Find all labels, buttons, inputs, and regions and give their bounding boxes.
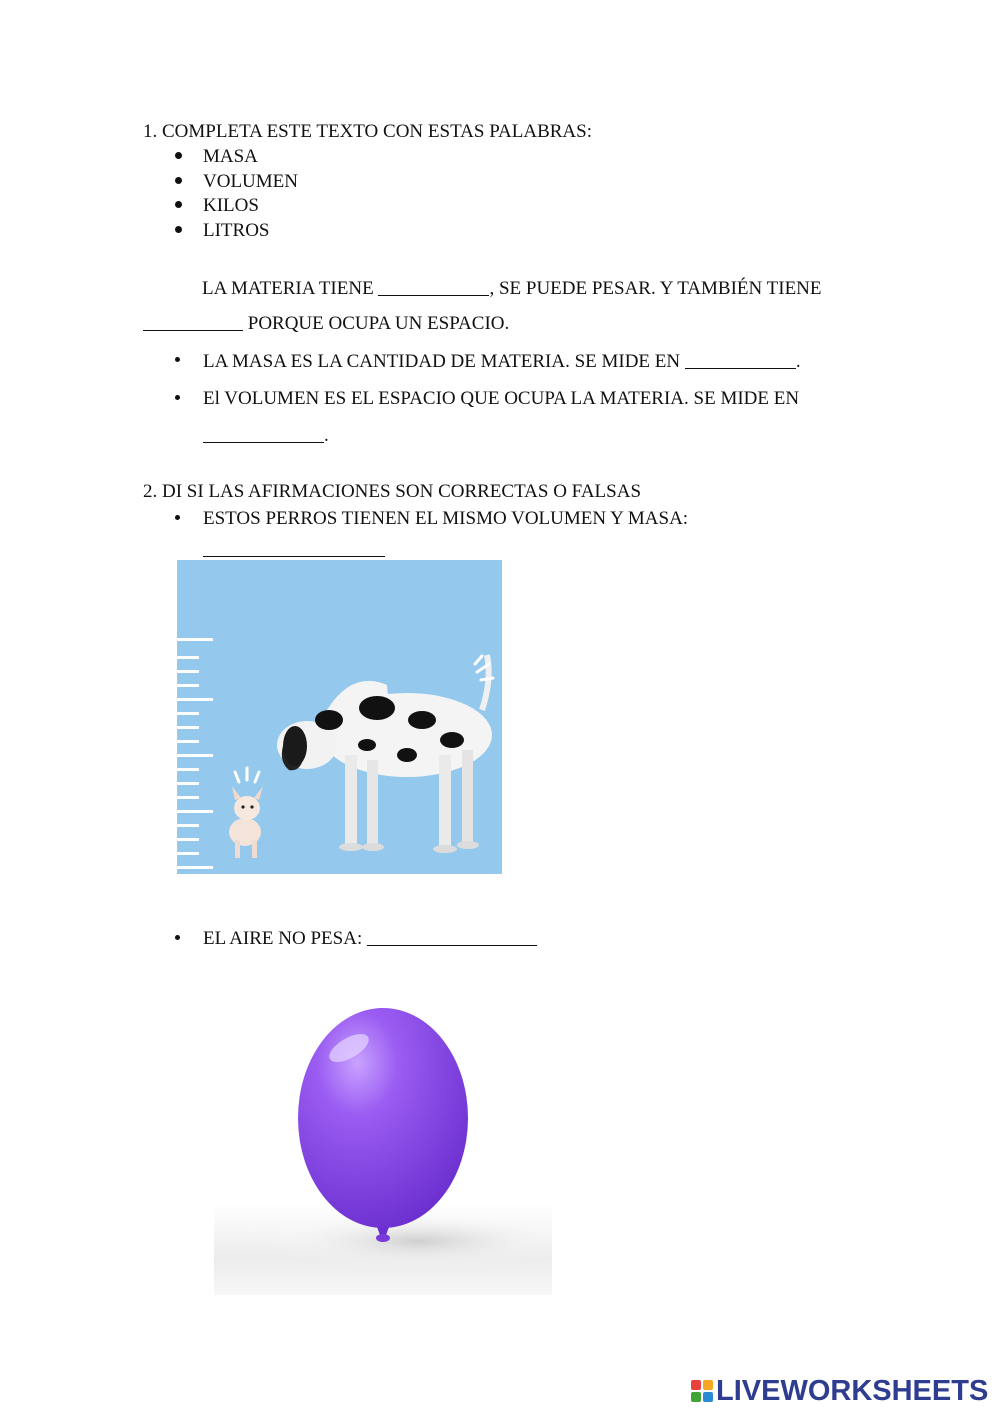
word-masa: MASA xyxy=(203,146,258,167)
logo-grid-icon xyxy=(691,1380,713,1402)
bullet-dot xyxy=(175,177,182,184)
paragraph-line2 xyxy=(143,314,509,333)
answer-dogs-blank[interactable] xyxy=(203,555,385,557)
bullet-volumen-unit: El VOLUMEN ES EL ESPACIO QUE OCUPA LA MATERIA. SE MIDE EN xyxy=(203,388,800,409)
paragraph-text-b: , SE PUEDE PESAR. Y TAMBIÉN TIENE xyxy=(489,278,822,299)
bullet-dot xyxy=(175,395,180,400)
paragraph-text-c: PORQUE OCUPA UN ESPACIO. xyxy=(247,313,510,334)
bullet-dot xyxy=(175,515,180,520)
word-volumen: VOLUMEN xyxy=(203,171,298,192)
word-kilos: KILOS xyxy=(203,195,259,216)
logo-text: LIVEWORKSHEETS xyxy=(716,1374,989,1407)
statement-dogs: ESTOS PERROS TIENEN EL MISMO VOLUMEN Y MASA: xyxy=(203,508,689,529)
bullet-dot xyxy=(175,935,180,940)
paragraph-line1 xyxy=(202,279,822,298)
bullet2-end: . xyxy=(324,425,329,446)
height-ruler xyxy=(177,638,213,869)
answer-air-blank[interactable] xyxy=(367,944,537,946)
bullet-masa-unit xyxy=(203,352,801,371)
bullet-dot xyxy=(175,152,182,159)
word-litros: LITROS xyxy=(203,220,270,241)
balloon-image xyxy=(214,993,552,1295)
bullet-dot xyxy=(175,226,182,233)
blank-litros-line xyxy=(203,426,329,445)
paragraph-text-a: LA MATERIA TIENE xyxy=(202,278,374,299)
chihuahua-dog xyxy=(229,786,263,858)
dogs-illustration xyxy=(177,560,502,874)
section1-title: 1. COMPLETA ESTE TEXTO CON ESTAS PALABRAS: xyxy=(143,121,592,142)
blank-volumen[interactable] xyxy=(143,329,243,331)
bullet-dot xyxy=(175,357,180,362)
liveworksheets-logo xyxy=(691,1374,988,1408)
blank-masa[interactable] xyxy=(378,294,489,296)
bullet1-text: LA MASA ES LA CANTIDAD DE MATERIA. SE MIDE EN xyxy=(203,351,681,372)
statement-air-text: EL AIRE NO PESA: xyxy=(203,928,363,949)
section2-title: 2. DI SI LAS AFIRMACIONES SON CORRECTAS O FALSAS xyxy=(143,481,642,502)
balloon-body xyxy=(298,1008,468,1228)
blank-kilos[interactable] xyxy=(685,367,796,369)
great-dane-dog xyxy=(277,655,492,853)
bullet1-end: . xyxy=(795,351,801,372)
blank-litros[interactable] xyxy=(203,441,324,443)
dogs-image xyxy=(177,560,502,874)
bullet-dot xyxy=(175,201,182,208)
statement-air xyxy=(203,929,537,948)
answer-dogs-line xyxy=(203,540,385,559)
balloon-illustration xyxy=(214,993,552,1295)
